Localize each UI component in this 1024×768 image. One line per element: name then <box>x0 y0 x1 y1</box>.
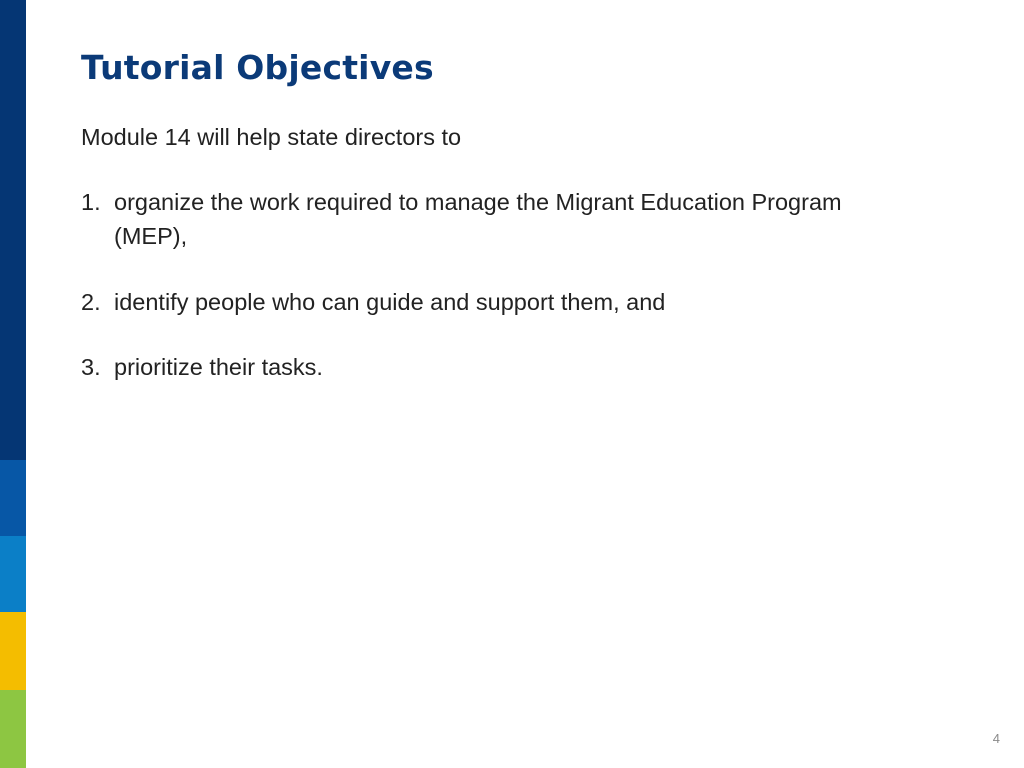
objective-text: prioritize their tasks. <box>114 354 323 380</box>
page-number: 4 <box>992 731 1000 746</box>
objective-item-3 <box>81 350 881 384</box>
objective-item-1 <box>81 185 881 253</box>
objective-number: 3. <box>81 354 101 380</box>
accent-sidebar <box>0 0 26 768</box>
sidebar-segment-light-blue <box>0 536 26 612</box>
sidebar-segment-green <box>0 690 26 768</box>
slide-title: Tutorial Objectives <box>81 48 434 87</box>
sidebar-segment-blue <box>0 460 26 536</box>
sidebar-segment-navy <box>0 0 26 460</box>
objective-item-2 <box>81 285 881 319</box>
objective-text: organize the work required to manage the Migrant Education Program (MEP), <box>114 189 842 249</box>
intro-text: Module 14 will help state directors to <box>81 124 462 150</box>
objective-number: 2. <box>81 289 101 315</box>
sidebar-segment-yellow <box>0 612 26 690</box>
objective-number: 1. <box>81 189 101 215</box>
objective-text: identify people who can guide and support them, and <box>114 289 666 315</box>
